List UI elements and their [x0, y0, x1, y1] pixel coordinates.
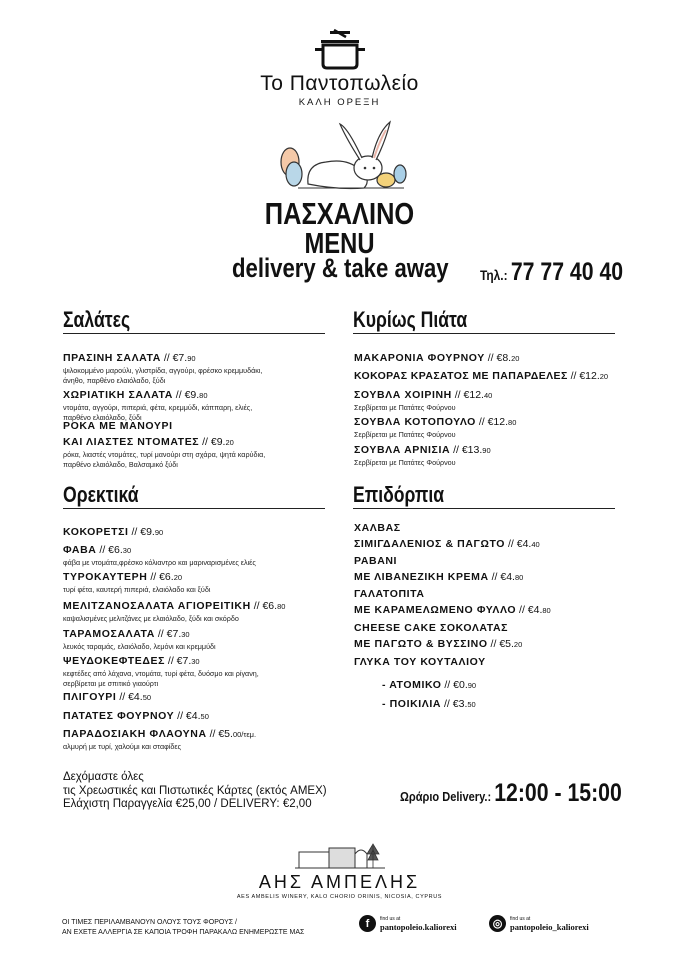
item-name: ΠΑΤΑΤΕΣ ΦΟΥΡΝΟΥ [63, 710, 175, 722]
menu-item-spoon-sweets [354, 656, 486, 668]
phone-number: 77 77 40 40 [510, 258, 624, 286]
divider [63, 508, 325, 509]
item-description: παρθένο ελαιόλαδο, ξύδι [63, 412, 142, 422]
item-price: €9.90 [140, 526, 164, 538]
instagram-link[interactable] [489, 915, 589, 932]
instagram-handle: pantopoleio_kaliorexi [510, 921, 589, 932]
phone-label: Τηλ.: [480, 267, 511, 283]
payment-line: τις Χρεωστικές και Πιστωτικές Κάρτες (εκτός AMEX) [63, 784, 327, 797]
item-name: ΣΟΥΒΛΑ ΧΟΙΡΙΝΗ [354, 389, 452, 401]
item-price: €7.30 [176, 655, 200, 667]
menu-item: ΣΟΥΒΛΑ ΧΟΙΡΙΝΗ // €12.40 Σερβίρεται με Πατάτες Φούρνου [354, 389, 493, 412]
disclaimer: ΟΙ ΤΙΜΕΣ ΠΕΡΙΛΑΜΒΑΝΟΥΝ ΟΛΟΥΣ ΤΟΥΣ ΦΟΡΟΥΣ / ΑΝ ΕΧΕΤΕ ΑΛΛΕΡΓΙΑ ΣΕ ΚΑΠΟΙΑ ΤΡΟΦΗ ΠΑΡΑΚΑΛΩ ΕΝΗΜΕΡΩΣΤΕ ΜΑΣ [62, 919, 305, 936]
section-title-appetizers: Ορεκτικά [63, 482, 139, 507]
bunny-ear-left [340, 124, 362, 160]
hours-value: 12:00 - 15:00 [494, 779, 622, 807]
menu-item: CHEESE CAKE ΣΟΚΟΛΑΤΑΣ ΜΕ ΠΑΓΩΤΟ & ΒΥΣΣΙΝΟ // €5.20 [354, 622, 523, 650]
item-name-line1: ΡΟΚΑ ΜΕ ΜΑΝΟΥΡΙ [63, 420, 173, 432]
menu-item: ΣΟΥΒΛΑ ΑΡΝΙΣΙΑ // €13.90 Σερβίρεται με Πατάτες Φούρνου [354, 444, 491, 467]
menu-item: ΚΟΚΟΡΕΤΣΙ // €9.90 [63, 526, 164, 538]
item-price: €4.40 [516, 538, 540, 550]
menu-item: ΣΟΥΒΛΑ ΚΟΤΟΠΟΥΛΟ // €12.80 Σερβίρεται με Πατάτες Φούρνου [354, 416, 517, 439]
item-name: ΣΙΜΙΓΔΑΛΕΝΙΟΣ & ΠΑΓΩΤΟ [354, 538, 506, 550]
item-description: Σερβίρεται με Πατάτες Φούρνου [354, 458, 456, 467]
item-name: ΚΑΙ ΛΙΑΣΤΕΣ ΝΤΟΜΑΤΕΣ [63, 436, 200, 448]
item-name: ΨΕΥΔΟΚΕΦΤΕΔΕΣ [63, 655, 165, 667]
item-name: ΜΕ ΛΙΒΑΝΕΖΙΚΗ ΚΡΕΜΑ [354, 571, 489, 583]
item-name: ΚΟΚΟΡΕΤΣΙ [63, 526, 129, 538]
item-description: Σερβίρεται με Πατάτες Φούρνου [354, 430, 456, 439]
menu-title-line2: MENU [304, 228, 375, 260]
menu-item: ΜΑΚΑΡΟΝΙΑ ΦΟΥΡΝΟΥ // €8.20 [354, 352, 520, 364]
item-description: σερβίρεται με σπιτικό γιαούρτι [63, 678, 159, 688]
item-description: παρθένο ελαιόλαδο, Βαλσαμικό ξύδι [63, 459, 178, 469]
menu-item: ΓΑΛΑΤΟΠΙΤΑ ΜΕ ΚΑΡΑΜΕΛΩΜΕΝΟ ΦΥΛΛΟ // €4.80 [354, 588, 551, 616]
item-name-line1: ΡΑΒΑΝΙ [354, 555, 398, 567]
item-description: αλμυρή με τυρί, χαλούμι και σταφίδες [63, 742, 182, 751]
divider [353, 508, 615, 509]
menu-item: ΤΑΡΑΜΟΣΑΛΑΤΑ // €7.30 λευκός ταραμάς, ελαιόλαδο, λεμόνι και κρεμμύδι [63, 628, 216, 651]
brand-name: Το Παντοπωλείο [260, 72, 419, 95]
payment-line: Ελάχιστη Παραγγελία €25,00 / DELIVERY: €2,00 [63, 798, 312, 810]
item-price: €4.50 [185, 710, 209, 722]
item-price: €12.40 [463, 389, 493, 401]
item-description: κεφτέδες από λάχανα, ντομάτα, τυρί φέτα, δυόσμο και ρίγανη, [63, 669, 259, 678]
item-price: €6.30 [108, 544, 132, 556]
appetizers-section [63, 482, 157, 508]
item-name: ΦΑΒΑ [63, 544, 97, 556]
facebook-icon: f [359, 915, 376, 932]
menu-item: ΠΡΑΣΙΝΗ ΣΑΛΑΤΑ // €7.90 ψιλοκομμένο μαρούλι, γλιστρίδα, αγγούρι, φρέσκο κρεμμυδάκι, άνηθο, παρθένο ελαιόλαδο, ξύδι [63, 352, 263, 385]
item-name: ΣΟΥΒΛΑ ΑΡΝΙΣΙΑ [354, 444, 451, 456]
brand-tagline: ΚΑΛΗ ΟΡΕΞΗ [298, 97, 381, 108]
item-price: €12.20 [579, 370, 609, 382]
item-description: Σερβίρεται με Πατάτες Φούρνου [354, 403, 456, 412]
facebook-handle: pantopoleio.kaliorexi [380, 921, 457, 932]
item-price: €4.50 [128, 691, 152, 703]
menu-item-option: - ΠΟΙΚΙΛΙΑ // €3.50 [382, 698, 476, 710]
menu-title-line1: ΠΑΣΧΑΛΙΝΟ [264, 196, 415, 231]
menu-item: ΠΑΤΑΤΕΣ ΦΟΥΡΝΟΥ // €4.50 [63, 710, 209, 722]
item-description: λευκός ταραμάς, ελαιόλαδο, λεμόνι και κρεμμύδι [63, 642, 216, 651]
menu-item: ΠΑΡΑΔΟΣΙΑΚΗ ΦΛΑΟΥΝΑ // €5.00/τεμ. αλμυρή με τυρί, χαλούμι και σταφίδες [63, 728, 257, 751]
menu-item: ΧΩΡΙΑΤΙΚΗ ΣΑΛΑΤΑ // €9.80 ντομάτα, αγγούρι, πιπεριά, φέτα, κρεμμύδι, κάππαρη, ελιές, παρθένο ελαιόλαδο, ξύδι [63, 389, 253, 422]
item-name: ΣΟΥΒΛΑ ΚΟΤΟΠΟΥΛΟ [354, 416, 476, 428]
option-name: - ΠΟΙΚΙΛΙΑ [382, 698, 442, 710]
item-name: ΜΑΚΑΡΟΝΙΑ ΦΟΥΡΝΟΥ [354, 352, 485, 364]
item-name: ΜΕ ΠΑΓΩΤΟ & ΒΥΣΣΙΝΟ [354, 638, 488, 650]
divider [353, 333, 615, 334]
item-price: €6.80 [262, 600, 286, 612]
item-name: ΠΑΡΑΔΟΣΙΑΚΗ ΦΛΑΟΥΝΑ [63, 728, 207, 740]
option-price: €0.90 [453, 679, 477, 691]
item-price: €8.20 [496, 352, 520, 364]
menu-title-line3: delivery & take away [232, 253, 449, 283]
menu-item: ΚΟΚΟΡΑΣ ΚΡΑΣΑΤΟΣ ΜΕ ΠΑΠΑΡΔΕΛΕΣ // €12.20 [354, 370, 609, 382]
easter-bunny-illustration [268, 118, 408, 194]
item-name: ΜΕ ΚΑΡΑΜΕΛΩΜΕΝΟ ΦΥΛΛΟ [354, 604, 517, 616]
item-price: €6.20 [159, 571, 183, 583]
item-price: €4.80 [527, 604, 551, 616]
item-name: ΚΟΚΟΡΑΣ ΚΡΑΣΑΤΟΣ ΜΕ ΠΑΠΑΡΔΕΛΕΣ [354, 370, 568, 382]
desserts-section [353, 482, 467, 508]
option-name: - ΑΤΟΜΙΚΟ [382, 679, 442, 691]
item-description: τυρί φέτα, καυτερή πιπεριά, ελαιόλαδο και ξύδι [63, 585, 211, 594]
item-price: €13.90 [461, 444, 491, 456]
cooking-pot-icon [312, 28, 368, 70]
mains-section [353, 307, 496, 333]
winery-logo [0, 840, 679, 900]
item-price: €7.90 [172, 352, 196, 364]
payment-line: Δεχόμαστε όλες [63, 771, 144, 783]
brand-logo [0, 28, 679, 108]
item-description: καψαλισμένες μελιτζάνες με ελαιόλαδο, ξύδι και σκόρδο [63, 614, 239, 623]
item-price: €12.80 [487, 416, 517, 428]
payment-info [63, 771, 327, 812]
delivery-hours [400, 779, 622, 808]
menu-item-option: - ΑΤΟΜΙΚΟ // €0.90 [382, 679, 477, 691]
menu-item: ΨΕΥΔΟΚΕΦΤΕΔΕΣ // €7.30 κεφτέδες από λάχανα, ντομάτα, τυρί φέτα, δυόσμο και ρίγανη, σερβίρεται με σπιτικό γιαούρτι [63, 655, 259, 688]
item-description: φάβα με ντομάτα,φρέσκο κόλιαντρο και μαριναρισμένες ελιές [63, 558, 256, 567]
menu-item: ΧΑΛΒΑΣ ΣΙΜΙΓΔΑΛΕΝΙΟΣ & ΠΑΓΩΤΟ // €4.40 [354, 522, 540, 550]
easter-egg-right [394, 165, 406, 183]
item-description: ρόκα, λιαστές ντομάτες, τυρί μανούρι στη σχάρα, ψητά καρύδια, [63, 450, 266, 459]
option-price: €3.50 [452, 698, 476, 710]
item-name: ΧΩΡΙΑΤΙΚΗ ΣΑΛΑΤΑ [63, 389, 173, 401]
item-price: €9.20 [210, 436, 234, 448]
item-description: άνηθο, παρθένο ελαιόλαδο, ξύδι [63, 375, 166, 385]
item-price: €4.80 [500, 571, 524, 583]
instagram-icon: ◎ [489, 915, 506, 932]
item-price: €5.20 [499, 638, 523, 650]
easter-egg-yellow [377, 173, 395, 187]
section-title-desserts: Επιδόρπια [353, 482, 445, 507]
menu-item: ΤΥΡΟΚΑΥΤΕΡΗ // €6.20 τυρί φέτα, καυτερή πιπεριά, ελαιόλαδο και ξύδι [63, 571, 211, 594]
menu-item: ΜΕΛΙΤΖΑΝΟΣΑΛΑΤΑ ΑΓΙΟΡΕΙΤΙΚΗ // €6.80 καψαλισμένες μελιτζάνες με ελαιόλαδο, ξύδι και σκόρδο [63, 600, 286, 623]
item-name: ΤΥΡΟΚΑΥΤΕΡΗ [63, 571, 148, 583]
item-price: €5.00/τεμ. [218, 728, 257, 740]
winery-building-icon [295, 840, 385, 870]
item-description: ψιλοκομμένο μαρούλι, γλιστρίδα, αγγούρι, φρέσκο κρεμμυδάκι, [63, 366, 263, 375]
menu-item: ΡΟΚΑ ΜΕ ΜΑΝΟΥΡΙ ΚΑΙ ΛΙΑΣΤΕΣ ΝΤΟΜΑΤΕΣ // €9.20 ρόκα, λιαστές ντομάτες, τυρί μανούρι στη σχάρα, ψητά καρύδια, παρθένο ελαιόλαδο, Βαλσαμικό ξύδι [63, 420, 266, 469]
facebook-link[interactable] [359, 915, 457, 932]
winery-name: ΑΗΣ ΑΜΠΕΛΗΣ [258, 872, 421, 892]
item-name-line1: ΓΑΛΑΤΟΠΙΤΑ [354, 588, 425, 600]
item-name: ΠΛΙΓΟΥΡΙ [63, 691, 117, 703]
item-name: ΠΡΑΣΙΝΗ ΣΑΛΑΤΑ [63, 352, 161, 364]
phone-contact [480, 258, 623, 287]
divider [63, 333, 325, 334]
item-name-line1: ΧΑΛΒΑΣ [354, 522, 401, 534]
section-title-salads: Σαλάτες [63, 307, 131, 332]
item-name-line1: CHEESE CAKE ΣΟΚΟΛΑΤΑΣ [354, 622, 509, 634]
easter-egg-blue [286, 162, 302, 186]
item-name: ΤΑΡΑΜΟΣΑΛΑΤΑ [63, 628, 155, 640]
item-price: €9.80 [184, 389, 208, 401]
item-name: ΓΛΥΚΑ ΤΟΥ ΚΟΥΤΑΛΙΟΥ [354, 656, 486, 668]
find-us-label: find us at [510, 915, 531, 922]
hours-label: Ωράριο Delivery.: [400, 789, 495, 804]
item-price: €7.30 [166, 628, 190, 640]
menu-item: ΡΑΒΑΝΙ ΜΕ ΛΙΒΑΝΕΖΙΚΗ ΚΡΕΜΑ // €4.80 [354, 555, 524, 583]
item-name: ΜΕΛΙΤΖΑΝΟΣΑΛΑΤΑ ΑΓΙΟΡΕΙΤΙΚΗ [63, 600, 251, 612]
menu-item: ΠΛΙΓΟΥΡΙ // €4.50 [63, 691, 152, 703]
find-us-label: find us at [380, 915, 401, 922]
menu-item: ΦΑΒΑ // €6.30 φάβα με ντομάτα,φρέσκο κόλιαντρο και μαριναρισμένες ελιές [63, 544, 256, 567]
section-title-mains: Κυρίως Πιάτα [353, 307, 468, 332]
salads-section [63, 307, 147, 333]
winery-address: AES AMBELIS WINERY, KALO CHORIO ORINIS, NICOSIA, CYPRUS [236, 894, 443, 900]
item-description: ντομάτα, αγγούρι, πιπεριά, φέτα, κρεμμύδι, κάππαρη, ελιές, [63, 403, 253, 412]
